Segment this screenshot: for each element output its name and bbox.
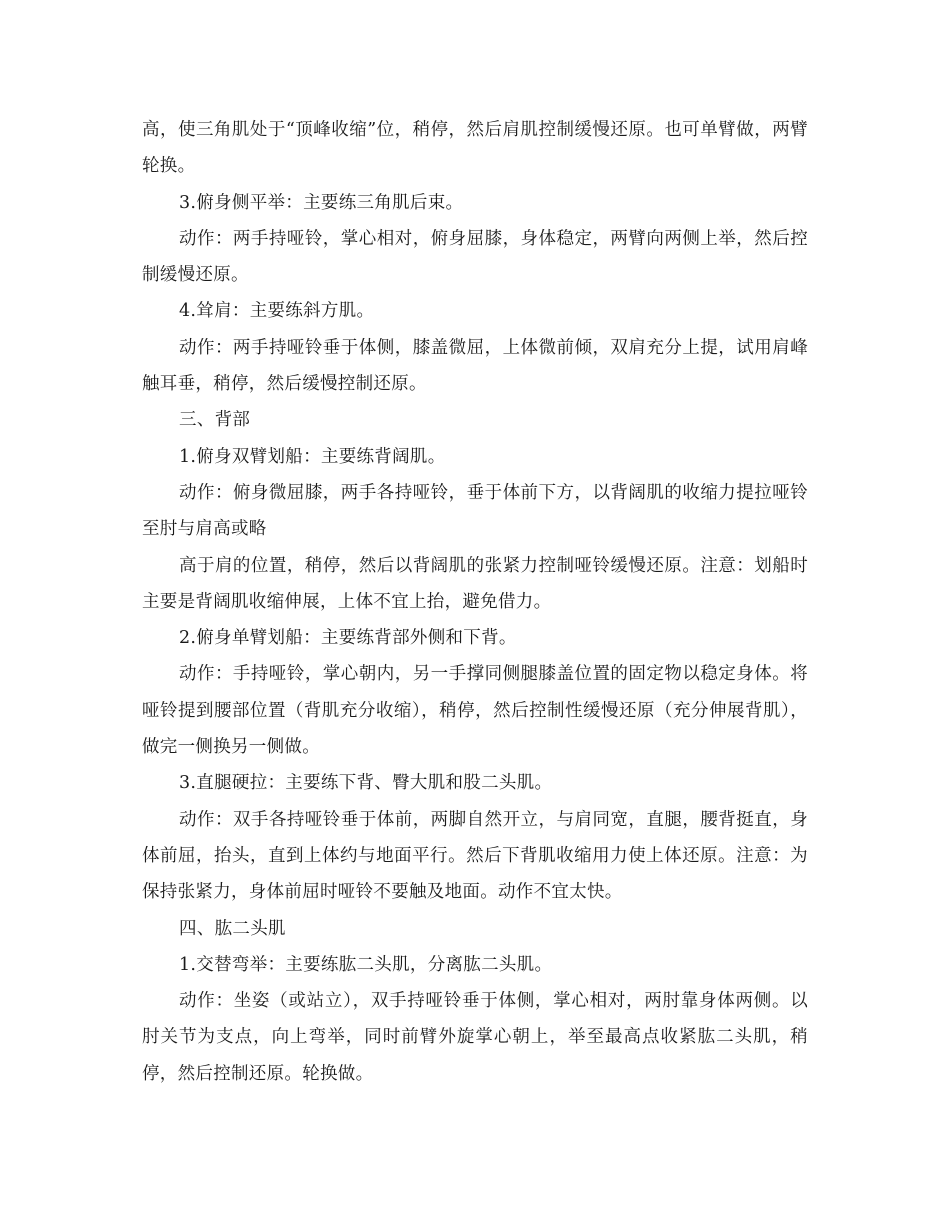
section-heading: 四、肱二头肌	[179, 918, 286, 939]
exercise-description: 动作：俯身微屈膝，两手各持哑铃，垂于体前下方，以背阔肌的收缩力提拉哑铃至肘与肩高或略	[142, 482, 808, 540]
exercise-title: 3.直腿硬拉：主要练下背、臀大肌和股二头肌。	[179, 773, 553, 794]
exercise-title: 2.俯身单臂划船：主要练背部外侧和下背。	[179, 628, 517, 649]
exercise-description: 动作：手持哑铃，掌心朝内，另一手撑同侧腿膝盖位置的固定物以稳定身体。将哑铃提到腰部位置（背肌充分收缩），稍停，然后控制性缓慢还原（充分伸展背肌），做完一侧换另一侧做。	[142, 664, 808, 758]
exercise-description: 动作：两手持哑铃垂于体侧，膝盖微屈，上体微前倾，双肩充分上提，试用肩峰触耳垂，稍停，然后缓慢控制还原。	[142, 337, 808, 395]
document-body	[142, 112, 808, 1092]
paragraph-continuation: 高，使三角肌处于“顶峰收缩”位，稍停，然后肩肌控制缓慢还原。也可单臂做，两臂轮换。	[142, 120, 808, 177]
section-heading: 三、背部	[179, 410, 251, 431]
exercise-title: 4.耸肩：主要练斜方肌。	[179, 301, 375, 322]
exercise-title: 1.交替弯举：主要练肱二头肌，分离肱二头肌。	[179, 954, 553, 975]
exercise-description: 动作：两手持哑铃，掌心相对，俯身屈膝，身体稳定，两臂向两侧上举，然后控制缓慢还原。	[142, 228, 808, 286]
exercise-title: 3.俯身侧平举：主要练三角肌后束。	[179, 192, 464, 213]
exercise-description: 动作：坐姿（或站立），双手持哑铃垂于体侧，掌心相对，两肘靠身体两侧。以肘关节为支点，向上弯举，同时前臂外旋掌心朝上，举至最高点收紧肱二头肌，稍停，然后控制还原。轮换做。	[142, 991, 808, 1084]
exercise-title: 1.俯身双臂划船：主要练背阔肌。	[179, 446, 446, 467]
exercise-description: 动作：双手各持哑铃垂于体前，两脚自然开立，与肩同宽，直腿，腰背挺直，身体前屈，抬头，直到上体约与地面平行。然后下背肌收缩用力使上体还原。注意：为保持张紧力，身体前屈时哑铃不要触及地面。动作不宜太快。	[142, 809, 808, 903]
exercise-description-continued: 高于肩的位置，稍停，然后以背阔肌的张紧力控制哑铃缓慢还原。注意：划船时主要是背阔肌收缩伸展，上体不宜上抬，避免借力。	[142, 555, 808, 612]
